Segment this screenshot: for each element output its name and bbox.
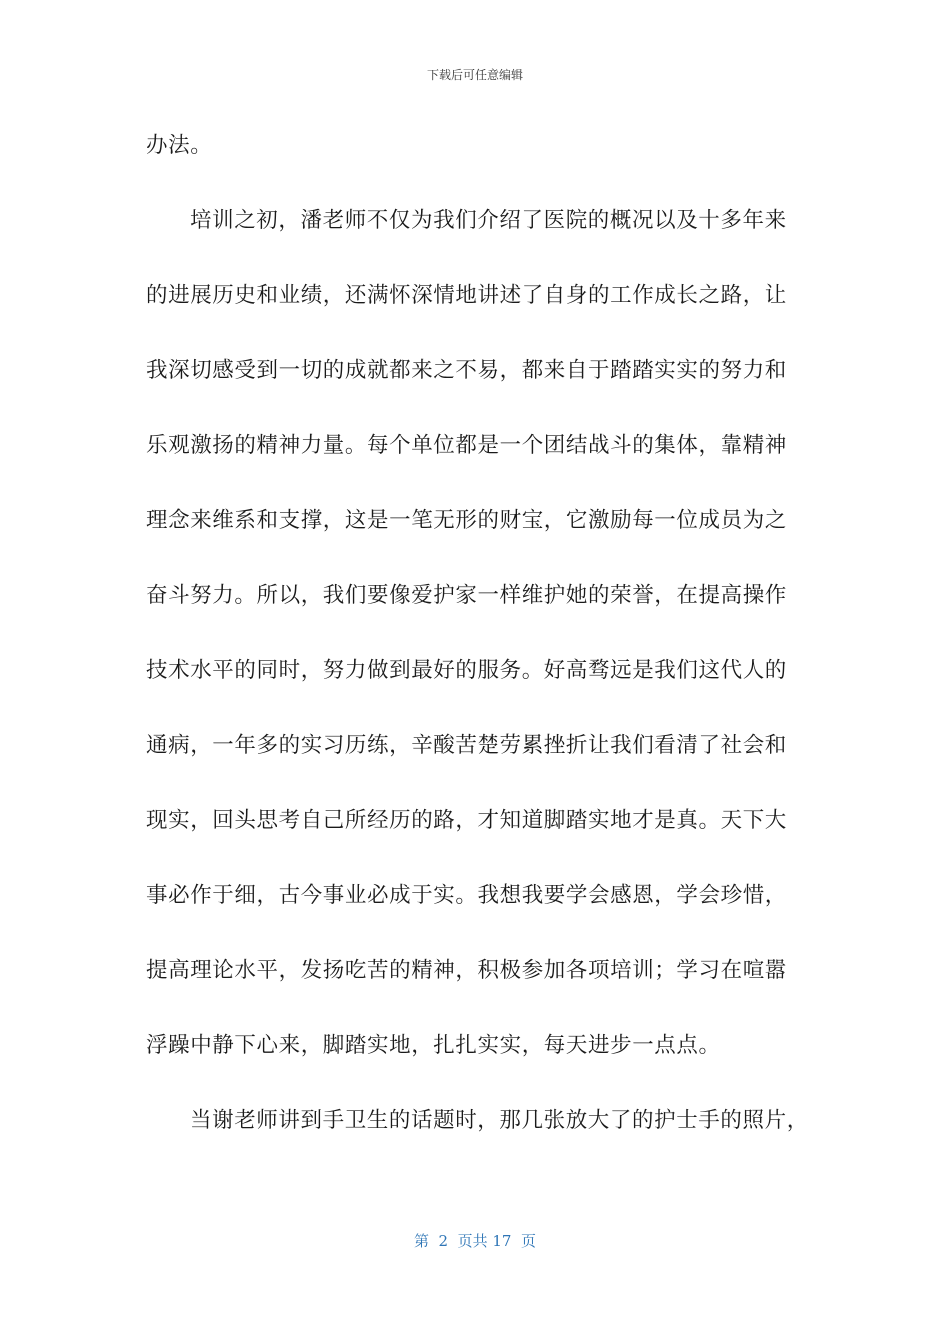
text-line: 我深切感受到一切的成就都来之不易，都来自于踏踏实实的努力和	[146, 358, 787, 383]
text-line: 理念来维系和支撑，这是一笔无形的财宝，它激励每一位成员为之	[146, 508, 787, 533]
text-line: 技术水平的同时，努力做到最好的服务。好高骛远是我们这代人的	[146, 658, 787, 683]
text-line: 乐观激扬的精神力量。每个单位都是一个团结战斗的集体，靠精神	[146, 433, 787, 458]
text-line: 办法。	[146, 133, 213, 158]
header-note: 下载后可任意编辑	[426, 68, 523, 82]
text-line: 事必作于细，古今事业必成于实。我想我要学会感恩，学会珍惜，	[146, 883, 787, 908]
paragraph-start-line: 培训之初，潘老师不仅为我们介绍了医院的概况以及十多年来	[190, 208, 787, 233]
paragraph-start-line: 当谢老师讲到手卫生的话题时，那几张放大了的护士手的照片，	[190, 1108, 809, 1133]
text-line: 现实，回头思考自己所经历的路，才知道脚踏实地才是真。天下大	[146, 808, 787, 833]
text-line: 的进展历史和业绩，还满怀深情地讲述了自身的工作成长之路，让	[146, 283, 787, 308]
text-line: 提高理论水平，发扬吃苦的精神，积极参加各项培训；学习在喧嚣	[146, 958, 787, 983]
page-number-footer: 第 2 页共 17 页	[413, 1232, 536, 1250]
text-line: 浮躁中静下心来，脚踏实地，扎扎实实，每天进步一点点。	[146, 1033, 721, 1058]
text-line: 奋斗努力。所以，我们要像爱护家一样维护她的荣誉，在提高操作	[146, 583, 787, 608]
document-body	[146, 128, 809, 1178]
text-line: 通病，一年多的实习历练，辛酸苦楚劳累挫折让我们看清了社会和	[146, 733, 787, 758]
